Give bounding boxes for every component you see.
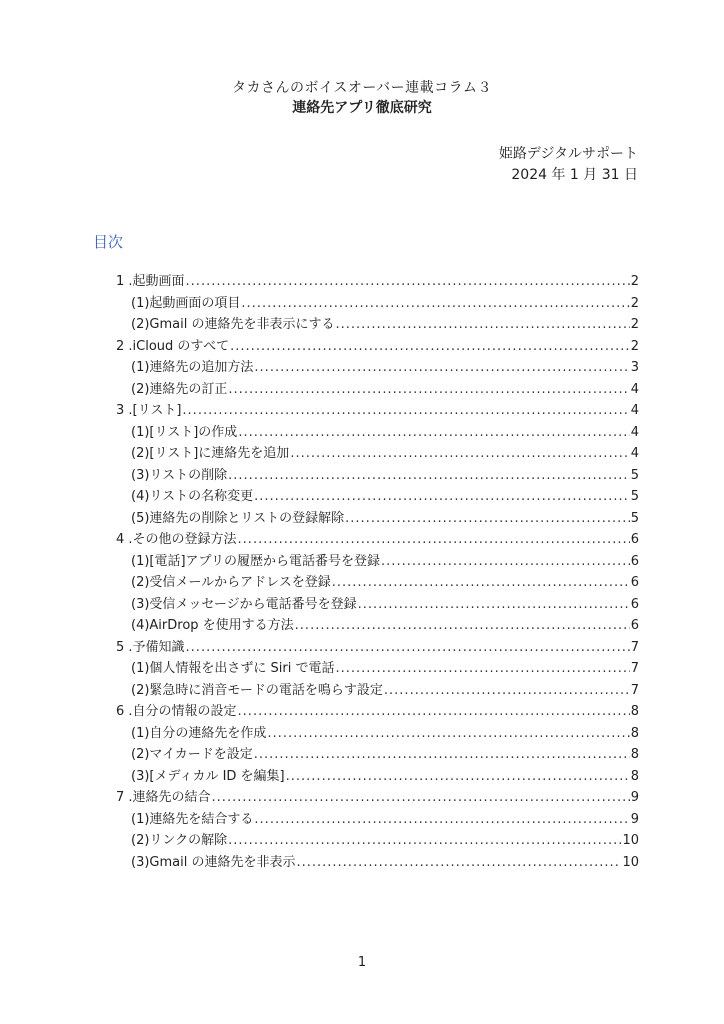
toc-entry-page: 10 — [622, 833, 639, 848]
toc-dot-leader — [228, 830, 621, 852]
toc-subsection-entry[interactable] — [116, 744, 639, 766]
toc-subsection-entry[interactable] — [116, 314, 639, 336]
toc-dot-leader — [332, 572, 630, 594]
toc-subsection-entry[interactable] — [116, 615, 639, 637]
toc-entry-title: (1)[電話]アプリの履歴から電話番号を登録 — [131, 553, 381, 569]
toc-dot-leader — [358, 594, 630, 616]
toc-entry-title: (3)受信メッセージから電話番号を登録 — [131, 596, 357, 612]
toc-dot-leader — [254, 357, 629, 379]
toc-entry-title: (2)マイカードを設定 — [131, 747, 253, 762]
toc-entry-page: 2 — [630, 295, 639, 311]
toc-entry-title: (1)個人情報を出さずに Siri で電話 — [131, 661, 335, 676]
toc-subsection-entry[interactable] — [116, 486, 639, 508]
toc-subsection-entry[interactable] — [116, 852, 639, 874]
toc-dot-leader — [230, 336, 630, 358]
toc-dot-leader — [295, 615, 630, 637]
toc-section-entry[interactable] — [116, 701, 639, 723]
toc-subsection-entry[interactable] — [116, 680, 639, 702]
document-date: 2024 年 1 月 31 日 — [511, 167, 638, 183]
toc-dot-leader — [182, 400, 629, 422]
toc-dot-leader — [186, 637, 630, 659]
toc-subsection-entry[interactable] — [116, 572, 639, 594]
toc-subsection-entry[interactable] — [116, 723, 639, 745]
toc-dot-leader — [238, 422, 629, 444]
toc-subsection-entry[interactable] — [116, 357, 639, 379]
toc-dot-leader — [228, 465, 630, 487]
toc-entry-page: 7 — [630, 661, 639, 676]
toc-entry-page: 8 — [630, 747, 639, 762]
toc-entry-title: (2)[リスト]に連絡先を追加 — [131, 446, 290, 461]
toc-entry-page: 6 — [630, 575, 639, 590]
toc-entry-page: 9 — [630, 811, 639, 827]
toc-dot-leader — [186, 271, 630, 293]
toc-dot-leader — [267, 723, 629, 745]
toc-entry-page: 5 — [630, 510, 639, 526]
toc-subsection-entry[interactable] — [116, 508, 639, 530]
toc-subsection-entry[interactable] — [116, 551, 639, 573]
page-number: 1 — [357, 955, 367, 970]
toc-entry-title: (2)Gmail の連絡先を非表示にする — [131, 317, 335, 332]
toc-entry-title: 1 .起動画面 — [116, 274, 185, 289]
toc-dot-leader — [290, 443, 629, 465]
toc-entry-page: 4 — [630, 403, 639, 418]
toc-entry-page: 10 — [622, 854, 639, 870]
toc-subsection-entry[interactable] — [116, 809, 639, 831]
toc-entry-page: 8 — [630, 725, 639, 741]
toc-entry-title: (2)受信メールからアドレスを登録 — [131, 575, 331, 590]
toc-subsection-entry[interactable] — [116, 658, 639, 680]
toc-dot-leader — [384, 680, 630, 702]
toc-entry-page: 4 — [630, 446, 639, 461]
toc-entry-title: (5)連絡先の削除とリストの登録解除 — [131, 510, 345, 526]
toc-entry-title: 2 .iCloud のすべて — [116, 338, 230, 354]
toc-dot-leader — [254, 744, 630, 766]
toc-section-entry[interactable] — [116, 787, 639, 809]
toc-section-entry[interactable] — [116, 529, 639, 551]
toc-entry-page: 4 — [630, 424, 639, 440]
toc-entry-title: (2)緊急時に消音モードの電話を鳴らす設定 — [131, 682, 383, 698]
toc-entry-title: (1)連絡先を結合する — [131, 811, 254, 827]
toc-subsection-entry[interactable] — [116, 443, 639, 465]
toc-entry-page: 6 — [630, 553, 639, 569]
toc-section-entry[interactable] — [116, 400, 639, 422]
toc-dot-leader — [381, 551, 630, 573]
toc-dot-leader — [345, 508, 630, 530]
toc-entry-page: 2 — [630, 317, 639, 332]
toc-subsection-entry[interactable] — [116, 766, 639, 788]
toc-entry-title: (3)リストの削除 — [131, 467, 228, 483]
toc-dot-leader — [212, 787, 630, 809]
toc-entry-page: 6 — [630, 596, 639, 612]
toc-entry-title: (1)連絡先の追加方法 — [131, 360, 254, 375]
toc-dot-leader — [241, 293, 629, 315]
toc-dot-leader — [296, 852, 621, 874]
toc-entry-page: 8 — [630, 704, 639, 719]
toc-entry-title: (1)[リスト]の作成 — [131, 424, 238, 440]
toc-dot-leader — [335, 314, 629, 336]
toc-entry-title: (1)起動画面の項目 — [131, 295, 241, 311]
toc-subsection-entry[interactable] — [116, 594, 639, 616]
toc-entry-page: 2 — [630, 338, 639, 354]
toc-subsection-entry[interactable] — [116, 465, 639, 487]
toc-dot-leader — [228, 379, 629, 401]
toc-entry-page: 4 — [630, 381, 639, 397]
toc-entry-title: (3)Gmail の連絡先を非表示 — [131, 854, 296, 870]
toc-entry-page: 6 — [630, 532, 639, 547]
toc-entry-page: 7 — [630, 682, 639, 698]
toc-entry-page: 6 — [630, 618, 639, 633]
toc-entry-page: 2 — [630, 274, 639, 289]
toc-dot-leader — [254, 809, 629, 831]
toc-entry-title: 7 .連絡先の結合 — [116, 790, 211, 805]
toc-entry-title: (4)リストの名称変更 — [131, 489, 254, 504]
toc-heading: 目次 — [93, 233, 124, 251]
toc-section-entry[interactable] — [116, 637, 639, 659]
toc-entry-title: 4 .その他の登録方法 — [116, 532, 237, 547]
toc-entry-page: 5 — [630, 467, 639, 483]
toc-dot-leader — [336, 658, 630, 680]
toc-entry-title: (2)リンクの解除 — [131, 833, 228, 848]
toc-subsection-entry[interactable] — [116, 830, 639, 852]
toc-entry-title: (4)AirDrop を使用する方法 — [131, 618, 294, 633]
toc-entry-page: 3 — [630, 360, 639, 375]
toc-subsection-entry[interactable] — [116, 379, 639, 401]
organization-name: 姫路デジタルサポート — [498, 146, 638, 162]
toc-dot-leader — [238, 701, 630, 723]
toc-entry-title: 6 .自分の情報の設定 — [116, 704, 237, 719]
table-of-contents — [116, 271, 639, 873]
document-title: 連絡先アプリ徹底研究 — [292, 100, 432, 116]
toc-entry-page: 9 — [630, 790, 639, 805]
toc-entry-title: (3)[メディカル ID を編集] — [131, 768, 285, 784]
toc-entry-page: 7 — [630, 639, 639, 655]
toc-entry-page: 8 — [630, 768, 639, 784]
series-title: タカさんのボイスオーバー連載コラム３ — [231, 80, 493, 96]
toc-section-entry[interactable] — [116, 271, 639, 293]
toc-entry-title: 5 .予備知識 — [116, 639, 185, 655]
toc-entry-page: 5 — [630, 489, 639, 504]
toc-entry-title: (1)自分の連絡先を作成 — [131, 725, 267, 741]
toc-subsection-entry[interactable] — [116, 422, 639, 444]
toc-section-entry[interactable] — [116, 336, 639, 358]
toc-entry-title: (2)連絡先の訂正 — [131, 381, 228, 397]
toc-dot-leader — [254, 486, 630, 508]
toc-dot-leader — [238, 529, 630, 551]
toc-subsection-entry[interactable] — [116, 293, 639, 315]
toc-entry-title: 3 .[リスト] — [116, 403, 182, 418]
toc-dot-leader — [286, 766, 630, 788]
